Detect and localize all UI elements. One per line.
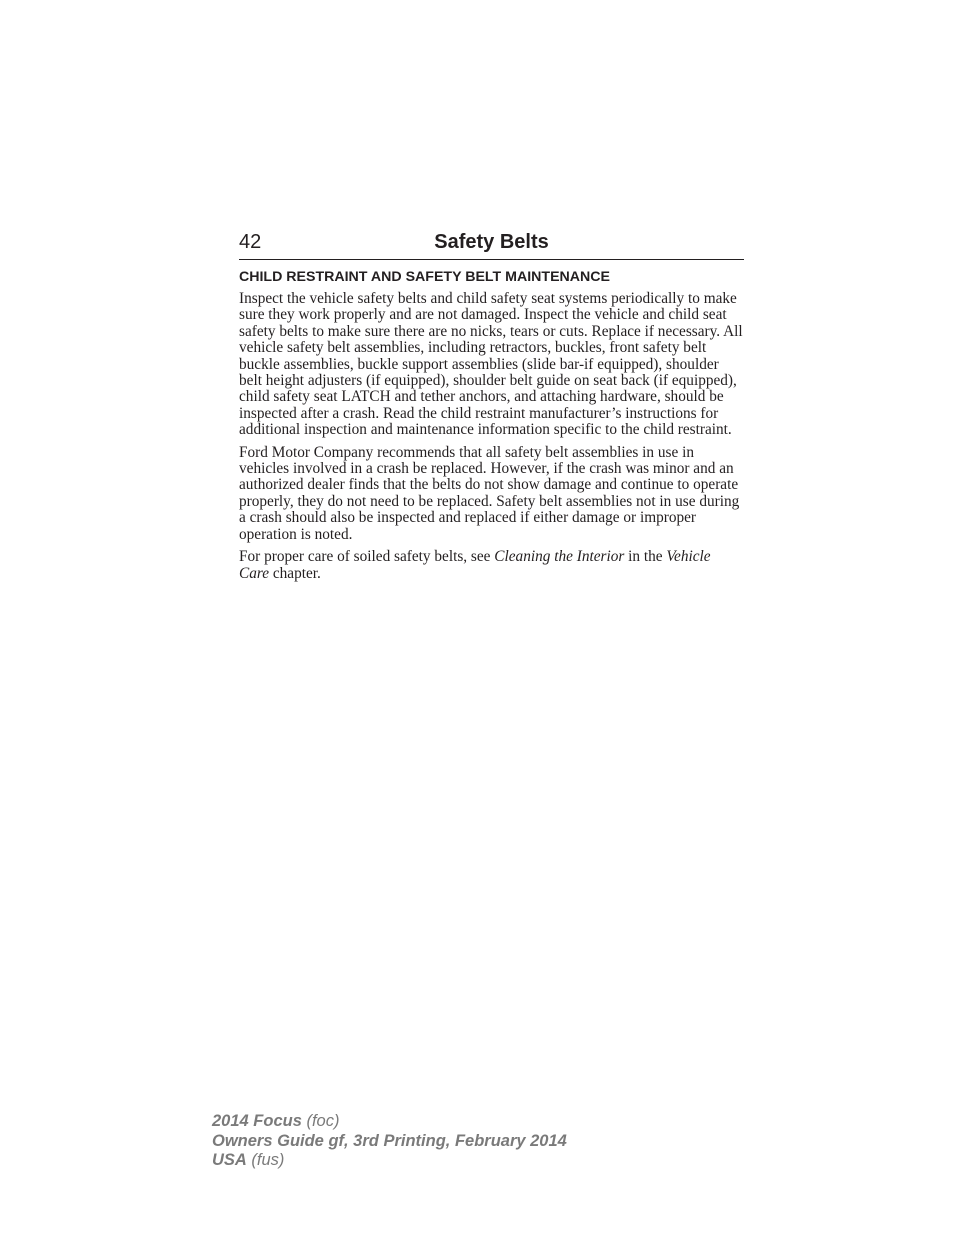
footer-model-code: (foc) (301, 1112, 340, 1130)
paragraph-inspection: Inspect the vehicle safety belts and child safety seat systems periodically to make sure they work properly and are not damaged. Inspect the vehicle and child seat safety belts to make sure there are no nicks, tears or cuts. Replace if necessary. All vehicle safety belt assemblies, including retractors, buckles, front safety belt buckle assemblies, buckle support assemblies (slide bar-if equipped), shoulder belt height adjusters (if equipped), shoulder belt guide on seat back (if equipped), child safety seat LATCH and tether anchors, and attaching hardware, should be inspected after a crash. Read the child restraint manufacturer’s instructions for additional inspection and maintenance information specific to the child restraint. (239, 290, 743, 439)
footer-model-line (212, 1112, 567, 1132)
footer-model: 2014 Focus (212, 1112, 302, 1130)
page-footer (212, 1112, 567, 1171)
footer-market-line (212, 1151, 567, 1171)
paragraph-care (239, 549, 744, 582)
paragraph-replacement: Ford Motor Company recommends that all safety belt assemblies in use in vehicles involved in a crash be replaced. However, if the crash was minor and an authorized dealer finds that the belts do not show damage and continue to operate properly, they do not need to be replaced. Safety belt assemblies not in use during a crash should also be inspected and replaced if either damage or improper operation is noted. (239, 443, 740, 543)
page-header (239, 228, 744, 260)
footer-market-code: (fus) (246, 1151, 285, 1169)
section-heading: CHILD RESTRAINT AND SAFETY BELT MAINTENANCE (239, 269, 610, 285)
section-title: Safety Belts (434, 231, 549, 253)
care-text-start: For proper care of soiled safety belts, see (239, 548, 495, 566)
care-text-middle: in the (624, 548, 667, 566)
cleaning-interior-reference: Cleaning the Interior (494, 548, 625, 566)
page-number: 42 (239, 231, 262, 253)
footer-guide-line (212, 1132, 567, 1152)
page-content (239, 268, 744, 588)
footer-guide: Owners Guide gf, 3rd Printing, February 2014 (212, 1131, 567, 1150)
footer-market: USA (212, 1151, 247, 1169)
vehicle-care-reference: Vehicle Care (239, 548, 711, 582)
care-text-end: chapter. (269, 564, 321, 582)
